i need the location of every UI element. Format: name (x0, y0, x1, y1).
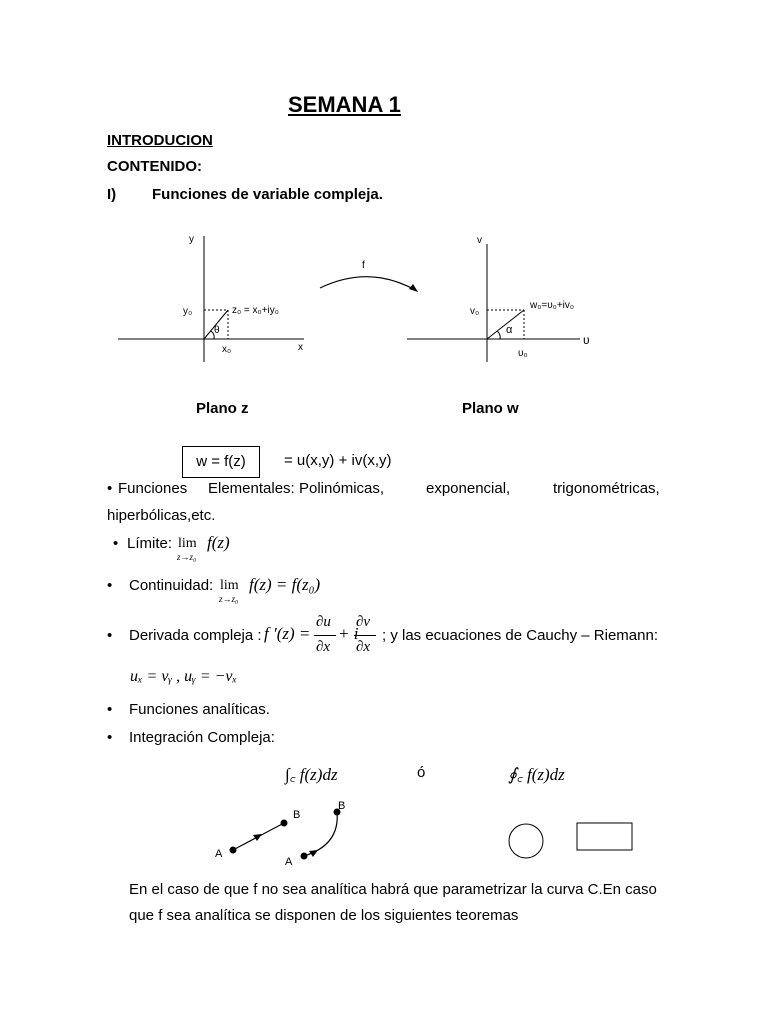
page-title: SEMANA 1 (288, 92, 401, 117)
closed-circle (509, 824, 543, 858)
paragraph-line1: En el caso de que f no sea analítica habrá que parametrizar la curva C.En caso (129, 881, 657, 898)
w-v0-label: v₀ (470, 306, 480, 317)
fraction-bar (314, 635, 336, 636)
continuity-equation: f(z) = f(z₀) (249, 575, 321, 594)
section-number: I) (107, 186, 117, 203)
bullet-dot: • (107, 480, 113, 497)
limit-function: f(z) (207, 533, 230, 552)
lim-word: lim (220, 578, 239, 593)
limite-label: Límite: (127, 535, 173, 552)
elementales-word: exponencial, (426, 480, 511, 497)
continuidad-label: Continuidad: (129, 577, 214, 594)
mapping-arrow (320, 277, 417, 291)
point-a2 (301, 853, 308, 860)
intro-heading: INTRODUCION (107, 132, 213, 149)
wfz-box: w = f(z) (182, 446, 260, 478)
integracion-label: Integración Compleja: (129, 729, 275, 746)
dv-numerator: ∂v (356, 614, 371, 630)
lim-sub: z→z₀ (219, 594, 239, 604)
alpha-label: α (506, 324, 513, 336)
z-x0-label: x₀ (222, 344, 232, 355)
bullet-dot: • (107, 627, 113, 644)
z-y0-label: y₀ (183, 306, 193, 317)
section-title: Funciones de variable compleja. (152, 186, 383, 203)
derivative-lhs: f ′(z) = (264, 624, 311, 643)
mapping-arrow-head (409, 284, 418, 292)
derivada-label: Derivada compleja : (129, 627, 262, 644)
z-y-label: y (189, 234, 194, 245)
label-b1: B (293, 809, 301, 821)
du-numerator: ∂u (316, 614, 331, 630)
elementales-label: Funciones (118, 480, 188, 497)
wfz-rest: = u(x,y) + iv(x,y) (284, 452, 392, 469)
plus-i: + i (338, 624, 359, 643)
straight-path-arrow (253, 834, 262, 841)
bullet-dot: • (113, 535, 119, 552)
or-word: ó (417, 764, 426, 781)
elementales-word: Polinómicas, (299, 480, 385, 497)
dx-denominator: ∂x (316, 639, 331, 655)
plano-w-label: Plano w (462, 400, 519, 417)
curves-diagram (0, 790, 768, 880)
analiticas-label: Funciones analíticas. (129, 701, 270, 718)
z-point-label: z₀ = x₀+iy₀ (232, 305, 279, 316)
w-point-label: w₀=υ₀+iv₀ (530, 300, 575, 311)
derivada-rest: ; y las ecuaciones de Cauchy – Riemann: (382, 627, 658, 644)
plano-z-label: Plano z (196, 400, 249, 417)
point-a1 (230, 847, 237, 854)
w-v-label: v (477, 235, 482, 246)
dx-denominator: ∂x (356, 639, 371, 655)
closed-rectangle (577, 823, 632, 850)
integral-closed: ∮꜀ f(z)dz (508, 765, 565, 784)
curved-path (304, 812, 337, 856)
alpha-arc (497, 331, 500, 339)
fraction-bar (354, 635, 376, 636)
label-b2: B (338, 800, 346, 812)
theta-label: θ (214, 325, 220, 336)
bullet-dot: • (107, 577, 113, 594)
w-u0-label: υ₀ (518, 348, 528, 359)
f-label: f (362, 260, 365, 271)
paragraph-line2: que f sea analítica se disponen de los siguientes teoremas (129, 907, 519, 924)
contents-heading: CONTENIDO: (107, 158, 202, 175)
label-a2: A (285, 856, 293, 868)
lim-word: lim (178, 536, 197, 551)
mapping-diagram (0, 0, 768, 400)
elementales-word: trigonométricas, (553, 480, 660, 497)
cauchy-riemann: uₓ = vᵧ , uᵧ = −vₓ (130, 668, 238, 685)
z-x-label: x (298, 342, 303, 353)
integral-open: ∫꜀ f(z)dz (285, 765, 338, 784)
point-b1 (281, 820, 288, 827)
bullet-dot: • (107, 701, 113, 718)
label-a1: A (215, 848, 223, 860)
w-u-label: υ (583, 333, 590, 347)
lim-sub: z→z₀ (177, 552, 197, 562)
elementales-line2: hiperbólicas,etc. (107, 507, 216, 524)
bullet-dot: • (107, 729, 113, 746)
elementales-word: Elementales: (208, 480, 295, 497)
